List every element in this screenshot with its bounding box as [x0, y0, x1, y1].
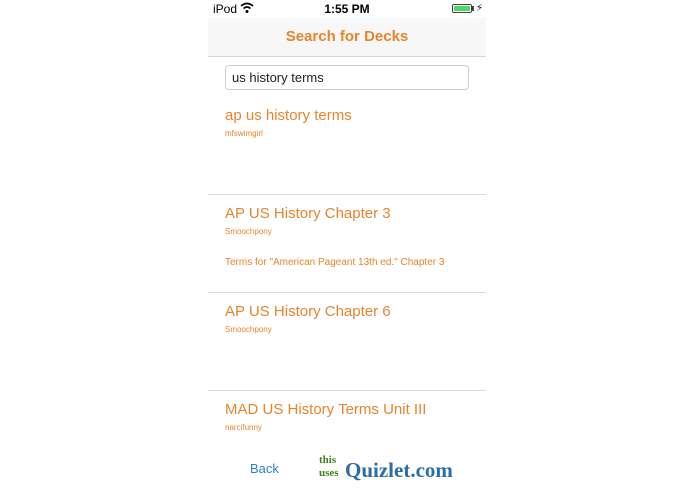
navigation-bar	[208, 18, 486, 57]
app-screen	[208, 0, 486, 494]
logo-brand: Quizlet.com	[345, 458, 453, 482]
result-row[interactable]	[208, 97, 486, 195]
deck-title: AP US History Chapter 6	[225, 303, 391, 320]
result-row[interactable]	[208, 195, 486, 293]
bottom-bar	[208, 446, 486, 494]
deck-author: narcifunny	[225, 423, 262, 432]
quizlet-logo	[319, 454, 469, 488]
back-button[interactable]: Back	[250, 461, 279, 476]
logo-this: this	[319, 454, 337, 466]
deck-title: AP US History Chapter 3	[225, 205, 391, 222]
search-input[interactable]	[226, 66, 468, 89]
deck-author: Smoochpony	[225, 325, 272, 334]
logo-uses: uses	[319, 467, 339, 479]
deck-author: Smoochpony	[225, 227, 272, 236]
deck-title: MAD US History Terms Unit III	[225, 401, 427, 418]
battery-level	[454, 6, 470, 11]
battery-icon	[452, 4, 472, 13]
search-field[interactable]	[225, 65, 469, 90]
deck-author: mfswimgirl	[225, 129, 263, 138]
results-list	[208, 97, 486, 488]
status-time: 1:55 PM	[324, 2, 370, 16]
status-bar	[208, 0, 486, 18]
page-title: Search for Decks	[285, 28, 409, 45]
result-row[interactable]	[208, 293, 486, 391]
charging-icon: ⚡	[476, 3, 484, 14]
deck-title: ap us history terms	[225, 107, 352, 124]
deck-description: Terms for "American Pageant 13th ed." Chapter 3	[225, 257, 445, 268]
battery-tip	[472, 6, 474, 11]
carrier-label: iPod	[213, 2, 238, 16]
